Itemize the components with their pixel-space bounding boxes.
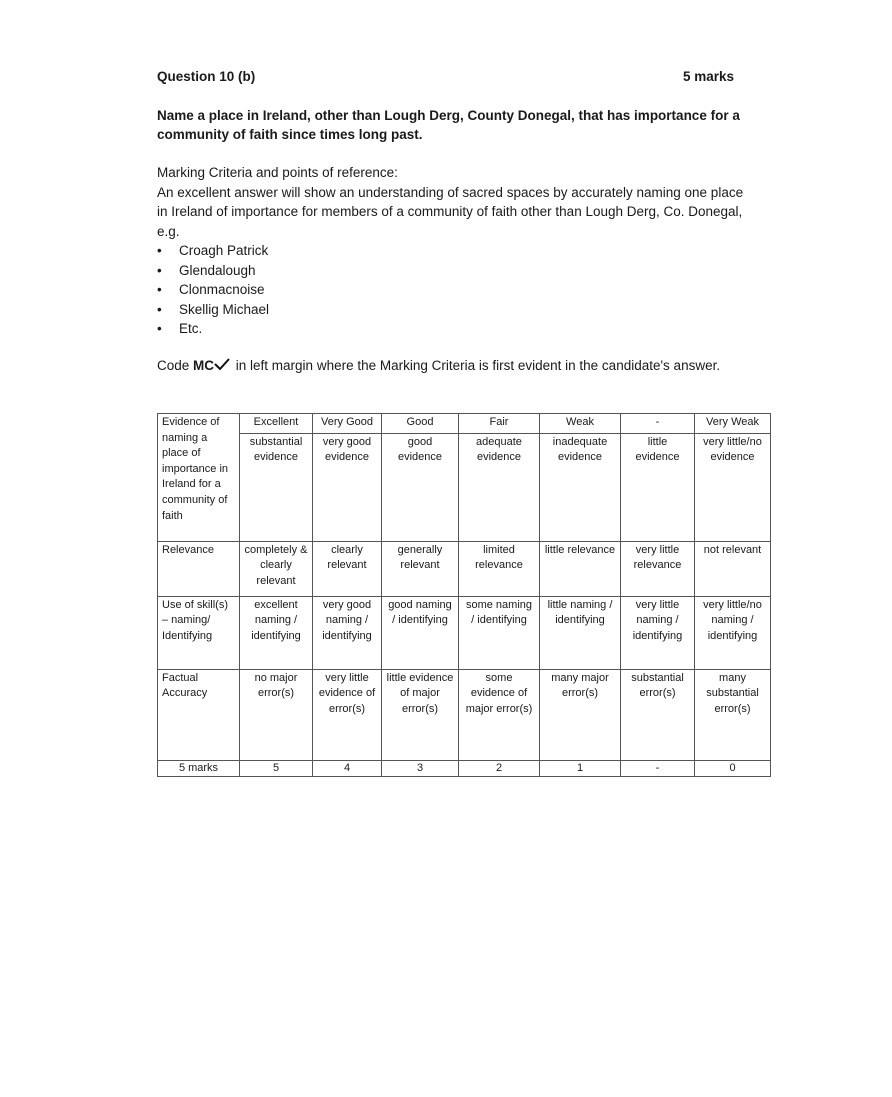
table-cell: some naming / identifying — [459, 596, 540, 669]
list-item: • Croagh Patrick — [157, 241, 757, 261]
table-cell: very little naming / identifying — [621, 596, 695, 669]
example-list — [157, 241, 757, 339]
table-cell: clearly relevant — [313, 541, 382, 596]
list-item: • Skellig Michael — [157, 300, 757, 320]
table-cell: adequate evidence — [459, 433, 540, 541]
row-label: Evidence of naming a place of importance in Ireland for a community of faith — [158, 414, 240, 542]
mark-value: 0 — [695, 760, 771, 777]
row-label: Use of skill(s) – naming/ Identifying — [158, 596, 240, 669]
table-cell: many substantial error(s) — [695, 669, 771, 760]
table-cell: good evidence — [382, 433, 459, 541]
mark-value: 4 — [313, 760, 382, 777]
table-cell: very good naming / identifying — [313, 596, 382, 669]
mark-value: 5 — [240, 760, 313, 777]
criteria-heading: Marking Criteria and points of reference: — [157, 165, 398, 180]
table-row — [158, 596, 771, 669]
grade-header: Good — [382, 414, 459, 434]
grade-header: Weak — [540, 414, 621, 434]
table-cell: some evidence of major error(s) — [459, 669, 540, 760]
list-item: • Glendalough — [157, 261, 757, 281]
grade-header: Very Good — [313, 414, 382, 434]
question-text: Name a place in Ireland, other than Lough Derg, County Donegal, that has importance for a community of faith since times long past. — [157, 108, 740, 142]
bullet-icon: • — [157, 243, 162, 258]
table-cell: little evidence — [621, 433, 695, 541]
table-cell: very little/no naming / identifying — [695, 596, 771, 669]
mark-value: 1 — [540, 760, 621, 777]
table-cell: limited relevance — [459, 541, 540, 596]
mc-code: MC — [193, 358, 215, 373]
table-cell: completely & clearly relevant — [240, 541, 313, 596]
question-number: Question 10 (b) — [157, 69, 256, 84]
question-header — [157, 69, 734, 89]
table-cell: inadequate evidence — [540, 433, 621, 541]
table-cell: very good evidence — [313, 433, 382, 541]
bullet-icon: • — [157, 321, 162, 337]
grade-header: Very Weak — [695, 414, 771, 434]
table-cell: excellent naming / identifying — [240, 596, 313, 669]
table-cell: many major error(s) — [540, 669, 621, 760]
question-marks: 5 marks — [682, 69, 734, 84]
bullet-icon: • — [157, 262, 162, 278]
grade-header: - — [621, 414, 695, 434]
table-row — [158, 414, 771, 434]
list-item: • Etc. — [157, 319, 757, 339]
list-item: • Clonmacnoise — [157, 280, 757, 300]
row-label: Relevance — [158, 541, 240, 596]
mark-value: 3 — [382, 760, 459, 777]
grade-header: Fair — [459, 414, 540, 434]
criteria-body: An excellent answer will show an understanding of sacred spaces by accurately naming one place in Ireland of importance for members of a community of faith other than Lough Derg, Co. Donegal, e.g. — [157, 184, 744, 239]
table-row — [158, 669, 771, 760]
table-row — [158, 433, 771, 541]
bullet-icon: • — [157, 282, 162, 298]
bullet-icon: • — [157, 301, 162, 317]
table-cell: no major error(s) — [240, 669, 313, 760]
table-cell: little naming / identifying — [540, 596, 621, 669]
marking-rubric-table — [157, 413, 771, 777]
marks-label: 5 marks — [158, 760, 240, 777]
marking-criteria — [157, 163, 757, 339]
table-cell: very little/no evidence — [695, 433, 771, 541]
table-cell: generally relevant — [382, 541, 459, 596]
mark-value: - — [621, 760, 695, 777]
table-cell: substantial error(s) — [621, 669, 695, 760]
table-cell: very little relevance — [621, 541, 695, 596]
marks-row — [158, 760, 771, 777]
table-cell: good naming / identifying — [382, 596, 459, 669]
grade-header: Excellent — [240, 414, 313, 434]
checkmark-icon — [214, 358, 230, 370]
table-row — [158, 541, 771, 596]
table-cell: very little evidence of error(s) — [313, 669, 382, 760]
table-cell: substantial evidence — [240, 433, 313, 541]
code-instruction: Code MC in left margin where the Marking Criteria is first evident in the candidate's answer. — [157, 358, 721, 373]
table-cell: little relevance — [540, 541, 621, 596]
row-label: Factual Accuracy — [158, 669, 240, 760]
mark-value: 2 — [459, 760, 540, 777]
table-cell: little evidence of major error(s) — [382, 669, 459, 760]
table-cell: not relevant — [695, 541, 771, 596]
